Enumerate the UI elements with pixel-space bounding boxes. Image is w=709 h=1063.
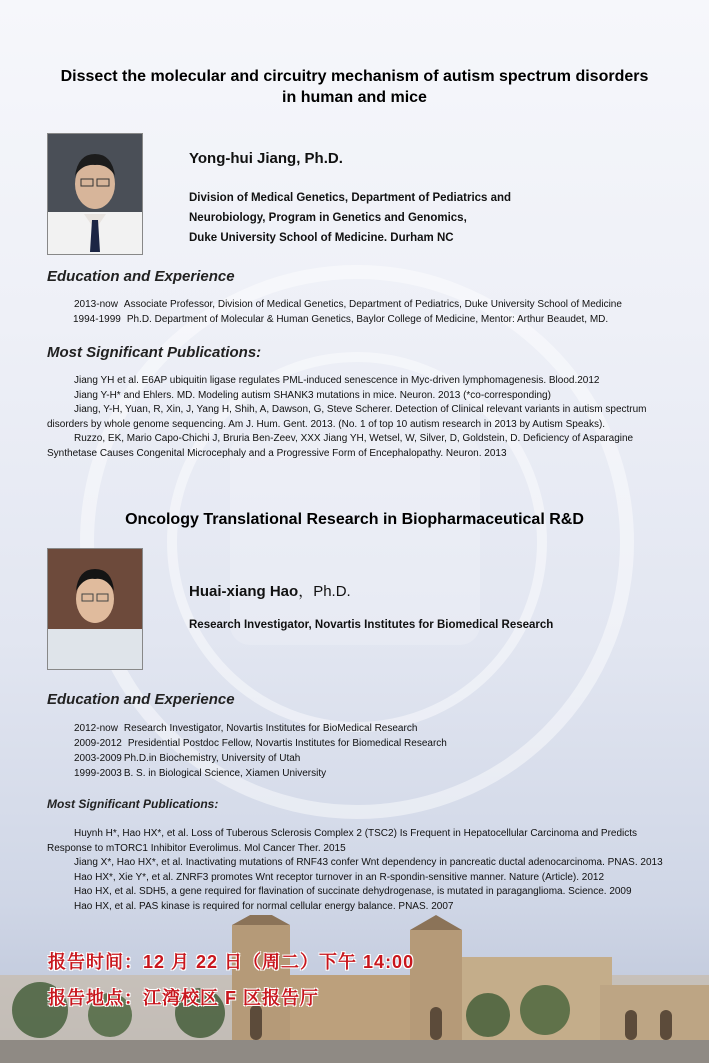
talk1-education-list [74, 297, 622, 327]
education-item: 2012-now Research Investigator, Novartis Institutes for BioMedical Research [74, 723, 418, 734]
speaker1-affiliation [189, 188, 669, 248]
education-item: 2009-2012 Presidential Postdoc Fellow, Novartis Institutes for Biomedical Research [74, 738, 447, 749]
talk1-title-line2: in human and mice [282, 89, 427, 106]
talk2-publications-list [47, 827, 667, 915]
talk1-publications-list [47, 374, 667, 462]
speaker2-name: Huai-xiang Hao，Ph.D. [189, 583, 351, 600]
talk1-title [20, 66, 689, 108]
talk1-publications-heading: Most Significant Publications: [47, 344, 262, 361]
speaker1-affiliation-line: Duke University School of Medicine. Durham NC [189, 232, 454, 244]
event-time: 报告时间：12 月 22 日（周二）下午 14:00 [48, 952, 415, 972]
speaker1-name: Yong-hui Jiang, Ph.D. [189, 150, 343, 167]
speaker1-affiliation-line: Division of Medical Genetics, Department of Pediatrics and [189, 192, 512, 204]
talk2-education-heading: Education and Experience [47, 691, 235, 708]
speaker1-affiliation-line: Neurobiology, Program in Genetics and Genomics, [189, 212, 467, 224]
publication-item: Jiang Y-H* and Ehlers. MD. Modeling autism SHANK3 mutations in mice. Neuron. 2013 (*co-corresponding) [74, 389, 551, 401]
talk2-publications-heading: Most Significant Publications: [47, 797, 219, 811]
publication-item: Ruzzo, EK, Mario Capo-Chichi J, Bruria Ben-Zeev, XXX Jiang YH, Wetsel, W, Silver, D, Goldstein, D. Deficiency of Asparagine Synthetase Causes Congenital Microcephaly and a Progressive Form of Encephalopathy. Neuron. 2013 [47, 433, 634, 459]
education-item: 2003-2009 Ph.D.in Biochemistry, University of Utah [74, 753, 301, 764]
publication-item: Huynh H*, Hao HX*, et al. Loss of Tuberous Sclerosis Complex 2 (TSC2) Is Frequent in Hepatocellular Carcinoma and Predicts Response to mTORC1 Inhibitor Everolimus. Mol Cancer Ther. 2015 [47, 828, 638, 854]
education-item: 1999-2003 B. S. in Biological Science, Xiamen University [74, 768, 327, 779]
publication-item: Jiang, Y-H, Yuan, R, Xin, J, Yang H, Shih, A, Dawson, G, Steve Scherer. Detection of Clinical relevant variants in autism spectrum disorders by whole genome sequencing. Am J. Hum. Gent. 2013. (No. 1 of top 10 autism research in 2013 by Autism Speaks). [47, 404, 647, 430]
speaker2-photo [47, 548, 143, 670]
talk1-education-heading: Education and Experience [47, 268, 235, 285]
publication-item: Hao HX*, Xie Y*, et al. ZNRF3 promotes Wnt receptor turnover in an R-spondin-sensitive manner. Nature (Article). 2012 [74, 871, 605, 883]
speaker1-photo [47, 133, 143, 255]
publication-item: Hao HX, et al. PAS kinase is required for normal cellular energy balance. PNAS. 2007 [74, 900, 454, 912]
talk2-title: Oncology Translational Research in Biopharmaceutical R&D [125, 511, 584, 528]
talk2-education-list [74, 721, 447, 781]
speaker2-affiliation: Research Investigator, Novartis Institutes for Biomedical Research [189, 619, 554, 631]
event-location: 报告地点：江湾校区 F 区报告厅 [48, 988, 319, 1008]
publication-item: Jiang X*, Hao HX*, et al. Inactivating mutations of RNF43 confer Wnt dependency in pancreatic ductal adenocarcinoma. PNAS. 2013 [74, 857, 663, 869]
education-item: 2013-now Associate Professor, Division of Medical Genetics, Department of Pediatrics, Duke University School of Medicine [74, 299, 622, 310]
publication-item: Jiang YH et al. E6AP ubiquitin ligase regulates PML-induced senescence in Myc-driven lymphomagenesis. Blood.2012 [74, 375, 600, 386]
talk1-title-line1: Dissect the molecular and circuitry mechanism of autism spectrum disorders [60, 68, 649, 85]
education-item: 1994-1999 Ph.D. Department of Molecular & Human Genetics, Baylor College of Medicine, Mentor: Arthur Beaudet, MD. [73, 314, 609, 325]
publication-item: Hao HX, et al. SDH5, a gene required for flavination of succinate dehydrogenase, is mutated in paraganglioma. Science. 2009 [74, 886, 632, 898]
